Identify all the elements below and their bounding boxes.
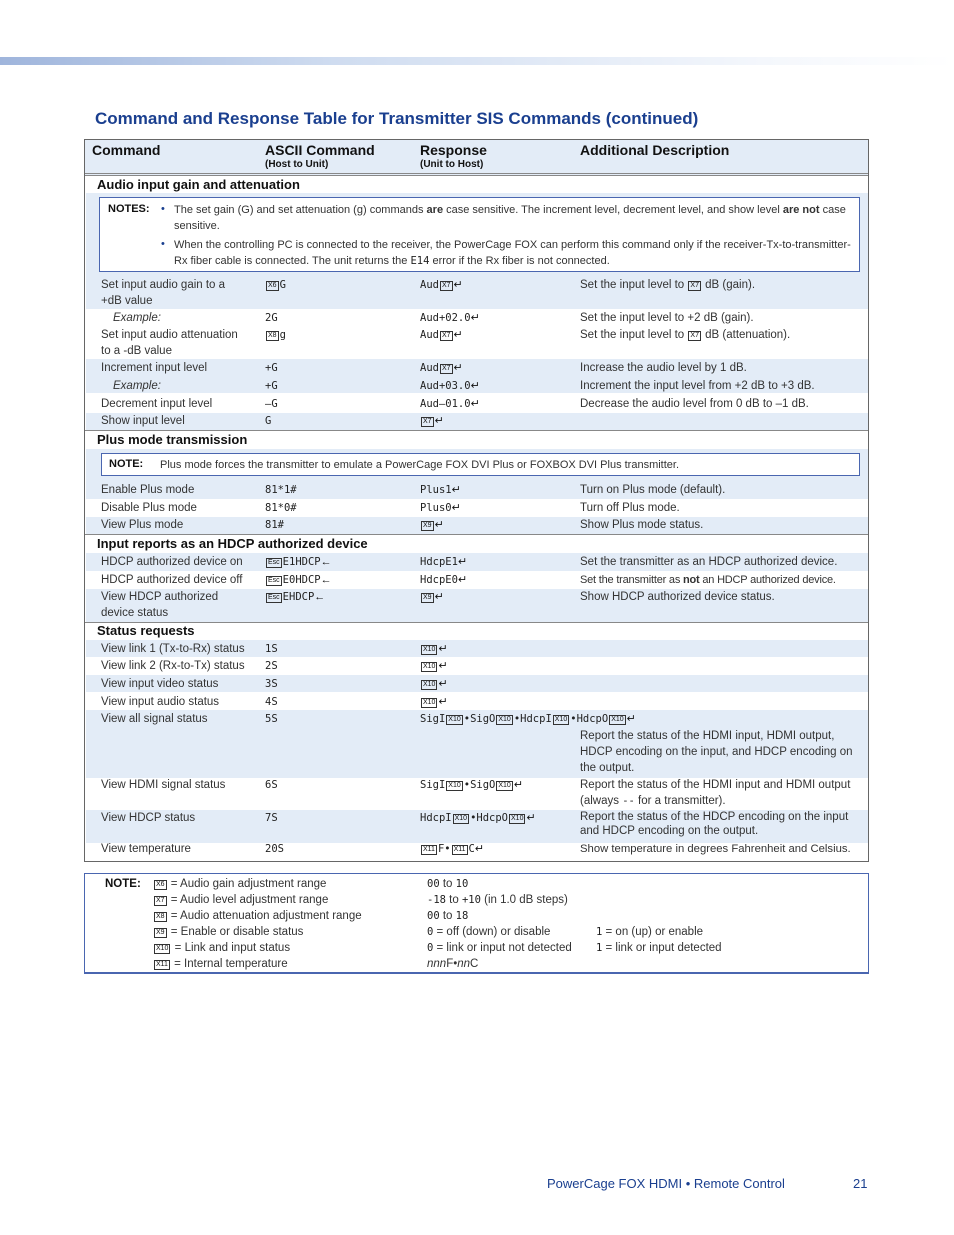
- return-arrow-icon: ←: [320, 574, 332, 586]
- table-row-set-attenuation: Set input audio attenuation to a -dB value: [101, 329, 238, 357]
- return-icon: ↵: [451, 484, 461, 496]
- x7-icon: X7: [690, 282, 699, 289]
- x10-icon: X10: [156, 945, 169, 952]
- return-arrow-icon: ←: [320, 556, 332, 568]
- return-icon: ↵: [438, 696, 448, 708]
- var-x6-range: 00 to 10: [427, 878, 469, 890]
- x10-icon: X10: [448, 782, 461, 789]
- bullet-icon: •: [161, 238, 165, 250]
- esc-icon: Esc: [268, 594, 280, 601]
- x10-icon: X10: [423, 646, 436, 653]
- section-title-hdcp: Input reports as an HDCP authorized device: [97, 536, 368, 551]
- page-number: 21: [853, 1176, 868, 1191]
- x7-icon: X7: [156, 897, 165, 904]
- response-increment: Aud X7 ↵: [420, 362, 463, 374]
- ascii-hdcp-status: 7S: [265, 812, 278, 824]
- ascii-link1: 1S: [265, 643, 278, 655]
- x11-icon: X11: [453, 846, 466, 853]
- table-row-link1: View link 1 (Tx-to-Rx) status: [101, 643, 245, 655]
- x7-icon: X7: [441, 282, 451, 289]
- x10-icon: X10: [554, 716, 568, 723]
- note-2: When the controlling PC is connected to the receiver, the PowerCage FOX can perform this command only if the receiver-Tx-to-transmitter-Rx fiber cable is connected. The unit returns the E14 error if the Rx fiber is not connected.: [174, 239, 851, 267]
- table-row-hdcp-on: HDCP authorized device on: [101, 556, 243, 568]
- note-1: The set gain (G) and set attenuation (g) commands are case sensitive. The increment level, decrement level, and show level are not case sensitive.: [174, 204, 846, 232]
- command-table: [84, 139, 869, 862]
- return-icon: ↵: [470, 380, 480, 392]
- return-icon: ↵: [513, 779, 524, 791]
- var-x10-detected: 1 = link or input detected: [596, 942, 722, 954]
- x10-icon: X10: [423, 681, 436, 688]
- header-response-sub: (Unit to Host): [420, 159, 484, 170]
- desc-view-plus: Show Plus mode status.: [580, 519, 704, 531]
- page-title: Command and Response Table for Transmitter SIS Commands (continued): [95, 109, 699, 128]
- return-icon: ↵: [438, 678, 448, 690]
- var-x10: X10 = Link and input status: [156, 942, 291, 954]
- response-view-plus: [420, 517, 444, 533]
- return-icon: ↵: [434, 591, 444, 603]
- response-all-signal: SigI X10 •SigO X10 •HdcpI X10 •HdcpO X10 ↵: [420, 713, 636, 725]
- desc-hdcp-view: Show HDCP authorized device status.: [580, 591, 775, 603]
- ascii-disable-plus: 81*0#: [265, 502, 297, 514]
- table-row-decrement: Decrement input level: [101, 398, 213, 410]
- table-header: [85, 140, 868, 176]
- ascii-view-plus: 81#: [265, 519, 284, 531]
- response-hdcp-on: HdcpE1↵: [420, 556, 468, 568]
- x8-icon: X8: [268, 332, 277, 339]
- x6-icon: X6: [268, 282, 277, 289]
- section-title-plus: Plus mode transmission: [97, 432, 248, 447]
- response-temperature: X11 F• X11 C↵: [423, 843, 485, 855]
- var-x8-range: 00 to 18: [427, 910, 469, 922]
- return-icon: ↵: [451, 502, 461, 514]
- ascii-example-increment: +G: [265, 380, 278, 392]
- response-enable-plus: Plus1↵: [420, 484, 461, 496]
- var-x10-not-detected: 0 = link or input not detected: [427, 942, 572, 954]
- var-x11: X11 = Internal temperature: [156, 958, 288, 970]
- ascii-hdcp-view: Esc EHDCP←: [268, 591, 326, 603]
- x9-icon: X9: [423, 594, 432, 601]
- var-x7-range: -18 to +10 (in 1.0 dB steps): [427, 894, 568, 906]
- table-row-increment: Increment input level: [101, 362, 208, 374]
- desc-hdmi-signal: Report the status of the HDMI input and HDMI output (always -- for a transmitter).: [580, 779, 851, 807]
- ascii-audio: 4S: [265, 696, 278, 708]
- row-shade: [86, 482, 868, 499]
- ascii-video: 3S: [265, 678, 278, 690]
- ascii-decrement: –G: [265, 398, 278, 410]
- x7-icon: X7: [441, 332, 451, 339]
- var-x9-on: 1 = on (up) or enable: [596, 926, 704, 938]
- desc-set-gain: Set the input level to X7 dB (gain).: [580, 279, 756, 291]
- x11-icon: X11: [156, 961, 168, 968]
- return-icon: ↵: [470, 312, 480, 324]
- desc-all-signal: Report the status of the HDMI input, HDMI output, HDCP encoding on the input, and HDCP encoding on the output.: [580, 730, 853, 774]
- desc-increment: Increase the audio level by 1 dB.: [580, 362, 747, 374]
- variables-note-box: [84, 873, 869, 974]
- ascii-all-signal: 5S: [265, 713, 278, 725]
- notes-label: NOTES:: [108, 203, 150, 215]
- esc-icon: Esc: [268, 559, 280, 566]
- return-icon: ↵: [526, 812, 536, 824]
- response-example-increment: Aud+03.0↵: [420, 380, 480, 392]
- x10-icon: X10: [511, 815, 524, 822]
- x10-icon: X10: [454, 815, 468, 822]
- x11-icon: X11: [423, 846, 435, 853]
- response-audio: [420, 694, 448, 710]
- return-icon: ↵: [457, 574, 468, 586]
- table-row-show-level: Show input level: [101, 415, 185, 427]
- ascii-increment: +G: [265, 362, 278, 374]
- response-set-gain: Aud X7 ↵: [420, 279, 463, 291]
- response-hdmi-signal: SigI X10 •SigO X10 ↵: [420, 779, 524, 791]
- section-divider: [85, 430, 868, 431]
- return-arrow-icon: ←: [314, 591, 326, 603]
- header-ascii-sub: (Host to Unit): [265, 159, 329, 170]
- return-icon: ↵: [453, 279, 463, 291]
- table-row-disable-plus: Disable Plus mode: [101, 502, 197, 514]
- var-x7: X7 = Audio level adjustment range: [156, 894, 329, 906]
- x9-icon: X9: [156, 929, 165, 936]
- x10-icon: X10: [448, 716, 461, 723]
- desc-temperature: Show temperature in degrees Fahrenheit and Celsius.: [580, 843, 851, 855]
- response-hdcp-off: HdcpE0↵: [420, 574, 468, 586]
- x10-icon: X10: [611, 716, 624, 723]
- table-row-all-signal: View all signal status: [101, 713, 208, 725]
- plus-note-box: [101, 453, 860, 476]
- ascii-example-gain: 2G: [265, 312, 278, 324]
- table-row-hdcp-off: HDCP authorized device off: [101, 574, 243, 586]
- ascii-hdcp-on: Esc E1HDCP←: [268, 556, 332, 568]
- x7-icon: X7: [690, 332, 699, 339]
- response-link1: [420, 641, 448, 657]
- table-row-view-plus: View Plus mode: [101, 519, 184, 531]
- var-x11-format: nnnF•nnC: [427, 958, 479, 970]
- ascii-hdcp-off: Esc E0HDCP←: [268, 574, 332, 586]
- desc-enable-plus: Turn on Plus mode (default).: [580, 484, 726, 496]
- return-icon: ↵: [438, 643, 448, 655]
- desc-hdcp-on: Set the transmitter as an HDCP authorized device.: [580, 556, 838, 568]
- section-title-status: Status requests: [97, 623, 195, 638]
- table-row-set-gain: Set input audio gain to a +dB value: [101, 279, 226, 307]
- desc-disable-plus: Turn off Plus mode.: [580, 502, 680, 514]
- return-icon: ↵: [434, 519, 444, 531]
- row-shade: [86, 517, 868, 534]
- return-icon: ↵: [434, 415, 444, 427]
- table-row-hdcp-view: View HDCP authorized device status: [101, 591, 219, 619]
- ascii-enable-plus: 81*1#: [265, 484, 297, 496]
- header-command: Command: [92, 142, 161, 158]
- response-set-attenuation: Aud X7 ↵: [420, 329, 463, 341]
- section-divider: [85, 534, 868, 535]
- desc-example-gain: Set the input level to +2 dB (gain).: [580, 312, 754, 324]
- footer-product: PowerCage FOX HDMI • Remote Control: [547, 1176, 785, 1191]
- audio-notes-box: [99, 197, 860, 272]
- var-x9: X9 = Enable or disable status: [156, 926, 304, 938]
- return-icon: ↵: [626, 713, 636, 725]
- example-label: Example:: [113, 312, 161, 324]
- table-row-hdmi-signal: View HDMI signal status: [101, 779, 226, 791]
- table-row-hdcp-status: View HDCP status: [101, 812, 196, 824]
- response-decrement: Aud–01.0↵: [420, 398, 480, 410]
- ascii-temperature: 20S: [265, 843, 284, 855]
- return-icon: ↵: [453, 329, 463, 341]
- x7-icon: X7: [423, 418, 432, 425]
- response-show-level: [420, 413, 444, 429]
- example-label: Example:: [113, 380, 161, 392]
- var-x9-off: 0 = off (down) or disable: [427, 926, 551, 938]
- var-x6: X6 = Audio gain adjustment range: [156, 878, 327, 890]
- header-ascii: ASCII Command: [265, 142, 375, 158]
- plus-note-text: Plus mode forces the transmitter to emulate a PowerCage FOX DVI Plus or FOXBOX DVI Plus transmitter.: [160, 459, 680, 471]
- header-gradient-bar: [0, 57, 954, 65]
- ascii-set-gain: X6 G: [268, 279, 286, 291]
- ascii-show-level: G: [265, 415, 272, 427]
- x10-icon: X10: [498, 782, 511, 789]
- return-icon: ↵: [470, 398, 480, 410]
- response-link2: [420, 658, 448, 674]
- note-label: NOTE:: [109, 458, 144, 470]
- esc-icon: Esc: [268, 577, 280, 584]
- ascii-link2: 2S: [265, 660, 278, 672]
- table-row-temperature: View temperature: [101, 843, 191, 855]
- response-disable-plus: Plus0↵: [420, 502, 461, 514]
- return-icon: ↵: [474, 843, 485, 855]
- note-label: NOTE:: [105, 878, 141, 890]
- response-example-gain: Aud+02.0↵: [420, 312, 480, 324]
- return-icon: ↵: [457, 556, 468, 568]
- x10-icon: X10: [423, 699, 436, 706]
- ascii-hdmi-signal: 6S: [265, 779, 278, 791]
- x10-icon: X10: [423, 663, 436, 670]
- ascii-set-attenuation: X8 g: [268, 329, 286, 341]
- row-shade: [86, 413, 868, 430]
- return-icon: ↵: [438, 660, 448, 672]
- desc-set-attenuation: Set the input level to X7 dB (attenuation).: [580, 329, 791, 341]
- desc-example-increment: Increment the input level from +2 dB to +3 dB.: [580, 380, 815, 392]
- header-response: Response: [420, 142, 487, 158]
- x6-icon: X6: [156, 881, 165, 888]
- response-video: [420, 676, 448, 692]
- x8-icon: X8: [156, 913, 165, 920]
- section-title-audio: Audio input gain and attenuation: [97, 177, 300, 192]
- response-hdcp-status: HdcpI X10 •HdcpO X10 ↵: [420, 812, 536, 824]
- x10-icon: X10: [498, 716, 511, 723]
- response-hdcp-view: [420, 589, 444, 605]
- return-icon: ↵: [453, 362, 463, 374]
- table-row-enable-plus: Enable Plus mode: [101, 484, 195, 496]
- table-row-video: View input video status: [101, 678, 219, 690]
- table-row-audio: View input audio status: [101, 696, 220, 708]
- desc-hdcp-status: Report the status of the HDCP encoding on the input and HDCP encoding on the output.: [580, 811, 849, 837]
- table-row-link2: View link 2 (Rx-to-Tx) status: [101, 660, 245, 672]
- x9-icon: X9: [423, 522, 432, 529]
- x7-icon: X7: [441, 365, 451, 372]
- desc-hdcp-off: Set the transmitter as not an HDCP authorized device.: [580, 574, 836, 586]
- desc-decrement: Decrease the audio level from 0 dB to –1 dB.: [580, 398, 809, 410]
- bullet-icon: •: [161, 203, 165, 215]
- var-x8: X8 = Audio attenuation adjustment range: [156, 910, 362, 922]
- section-divider: [85, 622, 868, 623]
- header-description: Additional Description: [580, 142, 730, 158]
